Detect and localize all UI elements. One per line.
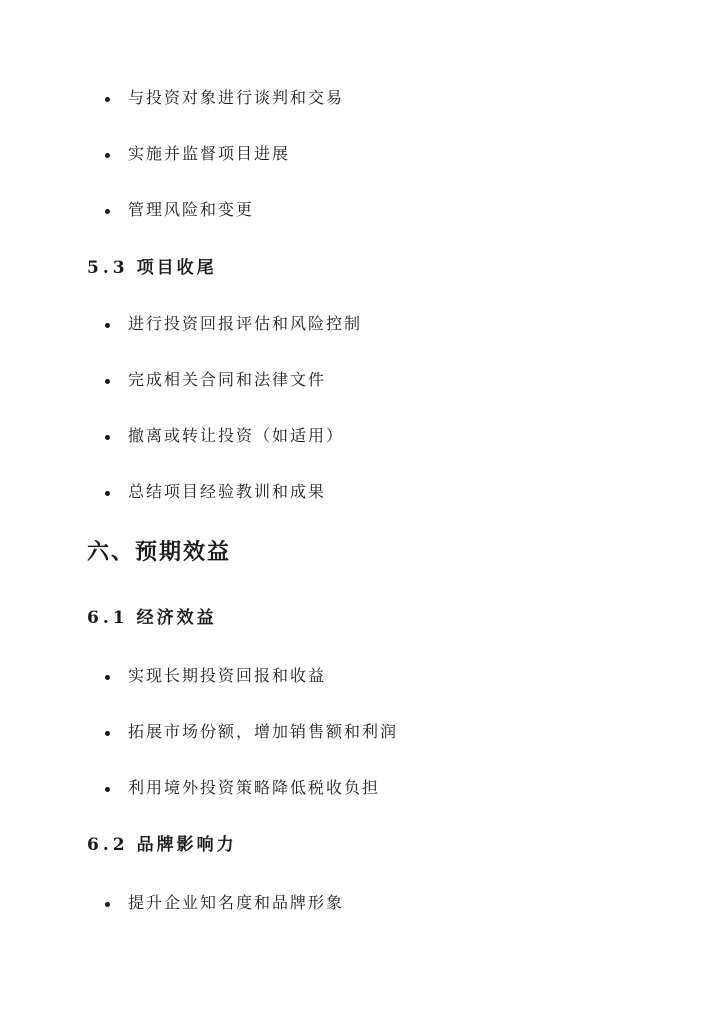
subsection-number: 6.1 [87,608,129,628]
subsection-title: 品牌影响力 [136,835,237,855]
bullet-icon [105,675,110,680]
subsection-title: 经济效益 [136,608,217,628]
subsection-heading-6-2 [87,835,237,855]
list-item [105,88,344,108]
bullet-icon [105,153,110,158]
list-item-text: 撤离或转让投资（如适用） [128,426,345,445]
list-item [105,778,380,798]
list-item [105,314,362,334]
bullet-icon [105,491,110,496]
list-item-text: 总结项目经验教训和成果 [128,482,327,501]
list-item-text: 提升企业知名度和品牌形象 [128,893,345,912]
subsection-title: 项目收尾 [136,258,217,278]
bullet-icon [105,787,110,792]
subsection-number: 5.3 [87,258,129,278]
bullet-icon [105,731,110,736]
subsection-number: 6.2 [87,835,129,855]
bullet-icon [105,323,110,328]
subsection-heading-5-3 [87,258,217,278]
bullet-icon [105,902,110,907]
list-item-text: 进行投资回报评估和风险控制 [128,314,363,333]
list-item-text: 利用境外投资策略降低税收负担 [128,778,381,797]
bullet-icon [105,379,110,384]
list-item-text: 拓展市场份额，增加销售额和利润 [128,722,399,741]
section-heading: 六、预期效益 [87,539,232,565]
list-item [105,666,326,686]
list-item [105,200,254,220]
bullet-icon [105,97,110,102]
list-item [105,144,290,164]
list-item [105,722,398,742]
bullet-icon [105,435,110,440]
list-item [105,370,326,390]
list-item-text: 完成相关合同和法律文件 [128,370,327,389]
list-item [105,482,326,502]
list-item-text: 与投资对象进行谈判和交易 [128,88,345,107]
list-item [105,893,344,913]
list-item-text: 管理风险和变更 [128,200,255,219]
subsection-heading-6-1 [87,608,217,628]
list-item-text: 实现长期投资回报和收益 [128,666,327,685]
list-item-text: 实施并监督项目进展 [128,144,291,163]
list-item [105,426,344,446]
bullet-icon [105,209,110,214]
